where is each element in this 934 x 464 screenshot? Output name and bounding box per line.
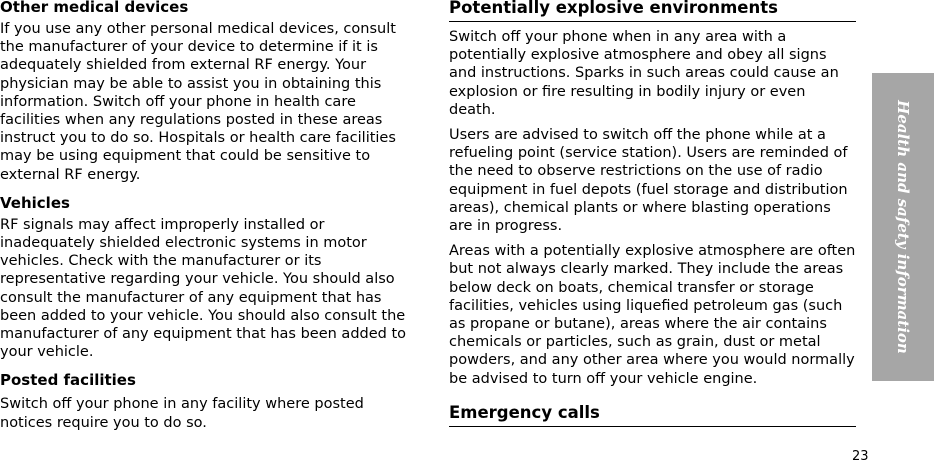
paragraph-other-medical-devices: If you use any other personal medical devices, consult the manufacturer of your device to determine if it is adequately shielded from external RF energy. Your physician may be able to assist you in obtaining this information. Switch off your phone in health care facilities when any regulations posted in these areas instruct you to do so. Hospitals or health care facilities may be using equipment that could be sensitive to external RF energy. [0, 21, 396, 183]
side-tab-label: Health and safety information [894, 100, 912, 354]
paragraph-explosive-1: Switch off your phone when in any area with a potentially explosive atmosphere and obey all signs and instructions. Sparks in such areas could cause an explosion or fire resulting in bodily injury or even death. [449, 29, 839, 118]
paragraph-explosive-2: Users are advised to switch off the phone while at a refueling point (service station). Users are reminded of the need to observe restrictions on the use of radio equipment in fuel depots (fuel storage and distribution areas), chemical plants or where blasting operations are in progress. [449, 127, 848, 235]
paragraph-explosive-3: Areas with a potentially explosive atmosphere are often but not always clearly marked. They include the areas below deck on boats, chemical transfer or storage facilities, vehicles using liquefied petroleum gas (such as propane or butane), areas where the air contains chemicals or particles, such as grain, dust or metal powders, and any other area where you would normally be advised to turn off your vehicle engine. [449, 243, 856, 387]
heading-potentially-explosive-environments: Potentially explosive environments [449, 0, 856, 22]
page-number: 23 [852, 449, 869, 464]
right-column [449, 0, 856, 427]
heading-other-medical-devices: Other medical devices [0, 0, 189, 16]
heading-vehicles: Vehicles [0, 193, 70, 212]
section-side-tab [872, 73, 934, 381]
heading-posted-facilities: Posted facilities [0, 371, 136, 390]
left-column [0, 0, 410, 432]
paragraph-posted-facilities: Switch off your phone in any facility where posted notices require you to do so. [0, 396, 364, 431]
paragraph-vehicles: RF signals may affect improperly installed or inadequately shielded electronic systems in motor vehicles. Check with the manufacturer or its representative regarding your vehicle. You should also consult the manufacturer of any equipment that has been added to your vehicle. You should also consult the manufacturer of any equipment that has been added to your vehicle. [0, 216, 407, 361]
heading-emergency-calls: Emergency calls [449, 403, 856, 427]
